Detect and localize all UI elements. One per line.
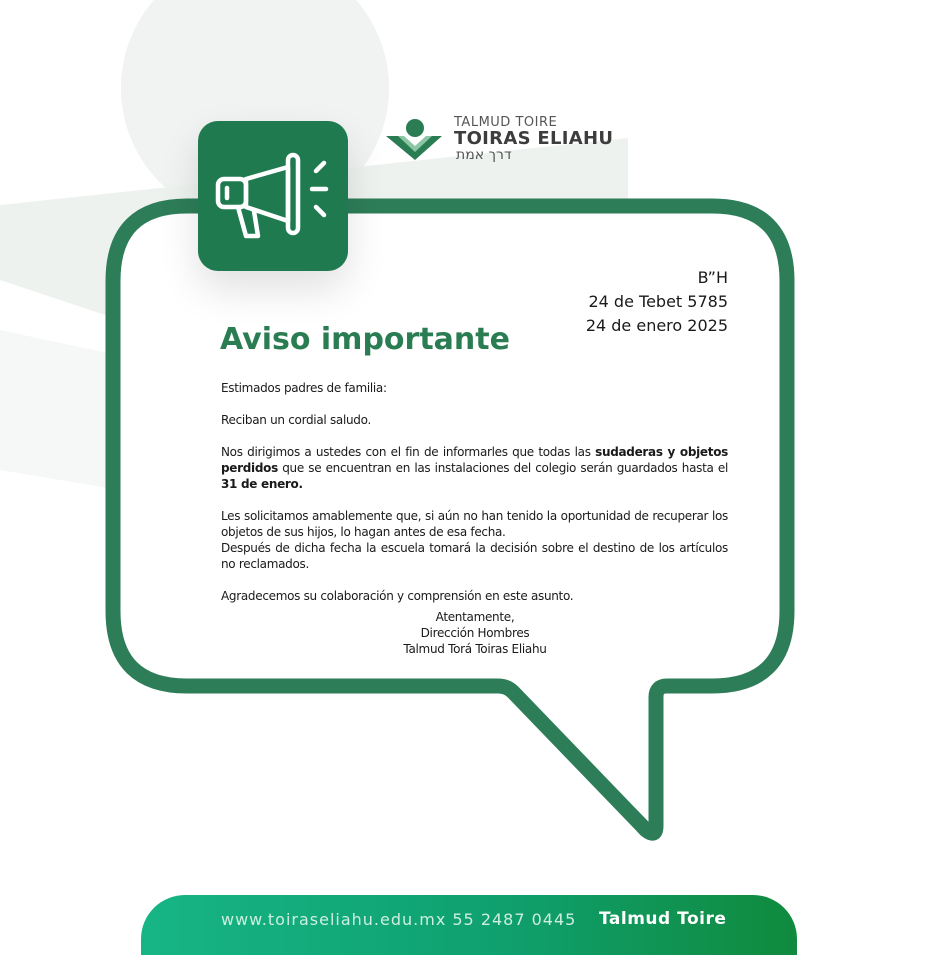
paragraph-after-deadline: Después de dicha fecha la escuela tomará la decisión sobre el destino de los artículos no reclamados. — [221, 541, 728, 571]
megaphone-icon — [198, 121, 348, 271]
signature-block — [380, 609, 570, 657]
school-name: Talmud Torá Toiras Eliahu — [403, 642, 547, 656]
letter-date-block — [586, 266, 728, 338]
greeting: Estimados padres de familia: — [221, 381, 387, 395]
footer-bar — [141, 895, 797, 955]
closing: Atentamente, — [435, 610, 515, 624]
logo-hebrew-motto: דרך אמת — [456, 147, 512, 163]
announcement-badge — [198, 121, 348, 271]
salutation: Reciban un cordial saludo. — [221, 413, 371, 427]
bh-header: B”H — [697, 268, 728, 287]
footer-brand: Talmud Toire — [599, 909, 727, 929]
paragraph-notice-text-1: Nos dirigimos a ustedes con el fin de informarles que todas las — [221, 445, 596, 459]
logo-title: TOIRAS ELIAHU — [454, 128, 614, 149]
letter-body — [221, 380, 728, 620]
paragraph-request: Les solicitamos amablemente que, si aún no han tenido la oportunidad de recuperar los objetos de sus hijos, lo hagan antes de esa fecha. — [221, 509, 728, 539]
paragraph-thanks: Agradecemos su colaboración y comprensión en este asunto. — [221, 589, 574, 603]
paragraph-notice-text-2: que se encuentran en las instalaciones del colegio serán guardados hasta el — [277, 461, 728, 475]
logo-subtitle: TALMUD TOIRE — [454, 115, 558, 130]
deadline-highlight: 31 de enero. — [221, 477, 303, 491]
paragraph-notice — [221, 444, 728, 492]
department: Dirección Hombres — [420, 626, 530, 640]
civil-date: 24 de enero 2025 — [585, 316, 728, 335]
lost-items-highlight: sudaderas y objetos perdidos — [221, 445, 728, 475]
school-logo — [384, 112, 614, 168]
hebrew-date: 24 de Tebet 5785 — [588, 292, 728, 311]
footer-website-phone[interactable]: www.toiraseliahu.edu.mx 55 2487 0445 — [221, 910, 577, 929]
school-logo-mark — [384, 116, 444, 162]
notice-title: Aviso importante — [220, 322, 510, 357]
